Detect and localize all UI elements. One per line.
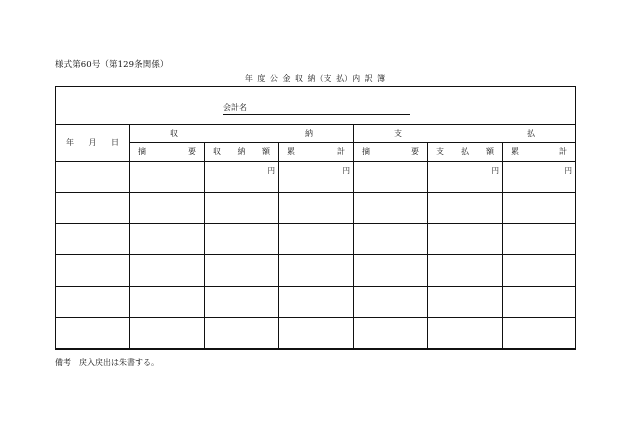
- account-cell: [56, 87, 576, 125]
- ledger-cell[interactable]: [205, 286, 279, 317]
- receipt-header-right: 納: [305, 129, 313, 139]
- payment-header-right: 払: [527, 129, 536, 139]
- ledger-cell[interactable]: [130, 255, 205, 286]
- summary-char-2: 要: [411, 147, 419, 157]
- ledger-cell[interactable]: [279, 286, 354, 317]
- payment-amount-char-1: 支: [436, 147, 444, 157]
- ledger-cell[interactable]: [56, 255, 130, 286]
- ledger-cell[interactable]: [279, 317, 354, 349]
- ledger-cell[interactable]: [279, 224, 354, 255]
- ledger-cell[interactable]: [428, 161, 503, 192]
- payment-amount-char-2: 払: [461, 147, 469, 157]
- payment-header-left: 支: [394, 129, 402, 139]
- ledger-cell[interactable]: [503, 286, 576, 317]
- ledger-body: [56, 161, 576, 349]
- ledger-cell[interactable]: [205, 317, 279, 349]
- summary-char-1: 摘: [138, 147, 146, 157]
- summary-char-1: 摘: [362, 147, 370, 157]
- receipt-header: [130, 125, 354, 143]
- table-row: [56, 255, 576, 286]
- account-name-line[interactable]: [223, 102, 410, 115]
- header-row-1: [56, 125, 576, 143]
- ledger-cell[interactable]: [354, 255, 428, 286]
- payment-amount-char-3: 額: [486, 147, 494, 157]
- payment-summary-header: [354, 143, 428, 161]
- ledger-cell[interactable]: [428, 224, 503, 255]
- ledger-cell[interactable]: [279, 161, 354, 192]
- payment-header: [354, 125, 576, 143]
- date-header-day: 日: [111, 138, 119, 148]
- cumulative-char-2: 計: [559, 147, 568, 157]
- receipt-amount-char-2: 納: [237, 147, 246, 157]
- ledger-cell[interactable]: [205, 192, 279, 223]
- cumulative-char-1: 累: [287, 147, 295, 157]
- ledger-cell[interactable]: [279, 192, 354, 223]
- summary-char-2: 要: [188, 147, 196, 157]
- date-header: [56, 125, 130, 161]
- yen-unit-label: 円: [564, 165, 573, 175]
- ledger-cell[interactable]: [130, 317, 205, 349]
- ledger-cell[interactable]: [279, 255, 354, 286]
- yen-unit-label: 円: [491, 165, 499, 175]
- ledger-cell[interactable]: [503, 224, 576, 255]
- table-row: [56, 286, 576, 317]
- ledger-cell[interactable]: [354, 224, 428, 255]
- ledger-cell[interactable]: [503, 255, 576, 286]
- receipt-header-left: 収: [170, 129, 178, 139]
- header-row-2: [56, 143, 576, 161]
- ledger-cell[interactable]: [56, 161, 130, 192]
- ledger-cell[interactable]: [503, 317, 576, 349]
- ledger-cell[interactable]: [503, 192, 576, 223]
- ledger-cell[interactable]: [56, 286, 130, 317]
- yen-unit-label: 円: [267, 165, 275, 175]
- ledger-cell[interactable]: [205, 255, 279, 286]
- ledger-cell[interactable]: [130, 224, 205, 255]
- date-header-month: 月: [88, 138, 97, 148]
- account-name-label: 会計名: [223, 103, 247, 112]
- table-row: [56, 192, 576, 223]
- receipt-amount-header: [205, 143, 279, 161]
- ledger-cell[interactable]: [130, 192, 205, 223]
- ledger-cell[interactable]: [205, 161, 279, 192]
- date-header-year: 年: [66, 138, 74, 148]
- receipt-summary-header: [130, 143, 205, 161]
- ledger-cell[interactable]: [354, 192, 428, 223]
- ledger-cell[interactable]: [503, 161, 576, 192]
- ledger-table: [55, 86, 576, 350]
- receipt-cumulative-header: [279, 143, 354, 161]
- ledger-cell[interactable]: [354, 317, 428, 349]
- cumulative-char-1: 累: [511, 147, 519, 157]
- ledger-cell[interactable]: [428, 255, 503, 286]
- ledger-cell[interactable]: [354, 286, 428, 317]
- yen-unit-label: 円: [342, 165, 350, 175]
- ledger-cell[interactable]: [130, 161, 205, 192]
- ledger-cell[interactable]: [56, 192, 130, 223]
- table-row: [56, 317, 576, 349]
- ledger-cell[interactable]: [56, 224, 130, 255]
- document-title: 年 度 公 金 収 納（支 払）内 訳 簿: [244, 74, 386, 83]
- ledger-cell[interactable]: [56, 317, 130, 349]
- table-row: [56, 224, 576, 255]
- ledger-cell[interactable]: [205, 224, 279, 255]
- payment-cumulative-header: [503, 143, 576, 161]
- cumulative-char-2: 計: [337, 147, 345, 157]
- payment-amount-header: [428, 143, 503, 161]
- ledger-cell[interactable]: [428, 317, 503, 349]
- ledger-cell[interactable]: [428, 286, 503, 317]
- table-row: [56, 161, 576, 192]
- ledger-cell[interactable]: [428, 192, 503, 223]
- account-row: [56, 87, 576, 125]
- receipt-amount-char-1: 収: [213, 147, 221, 157]
- form-number: 様式第60号（第129条関係）: [55, 60, 169, 70]
- ledger-cell[interactable]: [354, 161, 428, 192]
- receipt-amount-char-3: 額: [262, 147, 270, 157]
- remarks-note: 備考 戻入戻出は朱書する。: [55, 358, 159, 367]
- ledger-cell[interactable]: [130, 286, 205, 317]
